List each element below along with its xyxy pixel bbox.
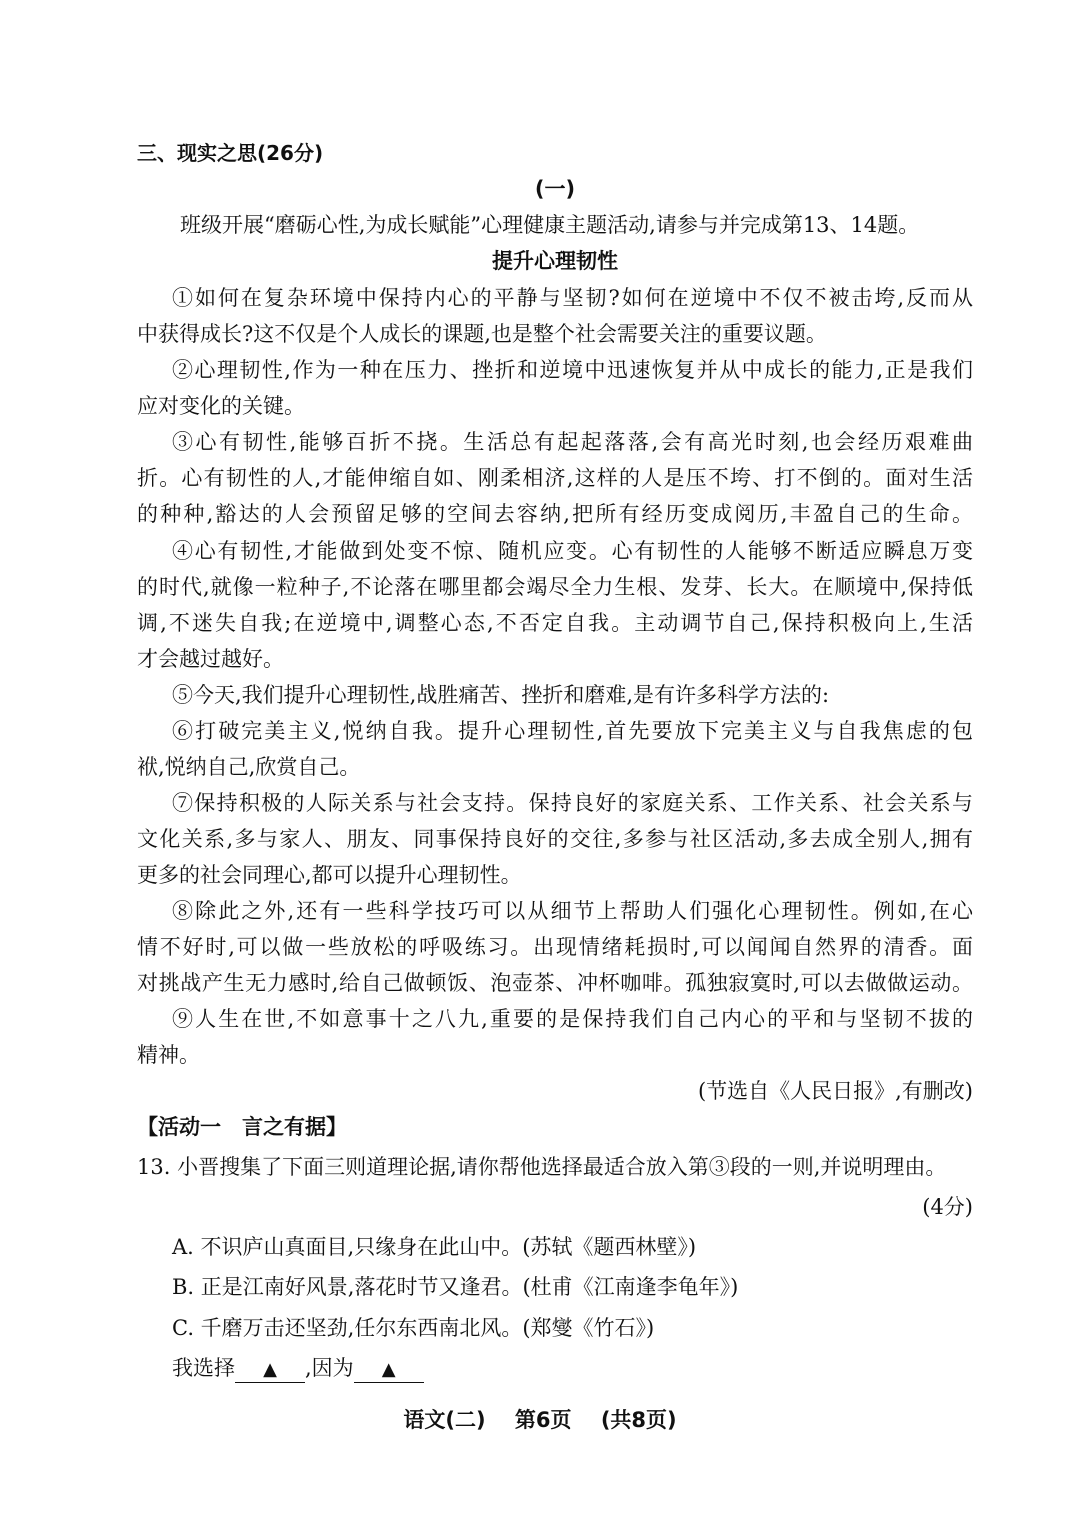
article-line: 对挑战产生无力感时,给自己做顿饭、泡壶茶、冲杯咖啡。孤独寂寞时,可以去做做运动。	[137, 971, 973, 995]
answer-prefix: 我选择	[172, 1356, 235, 1380]
article-line: ⑤今天,我们提升心理韧性,战胜痛苦、挫折和磨难,是有许多科学方法的:	[172, 683, 830, 707]
article-line: 中获得成长?这不仅是个人成长的课题,也是整个社会需要关注的重要议题。	[137, 322, 827, 346]
article-line: ①如何在复杂环境中保持内心的平静与坚韧?如何在逆境中不仅不被击垮,反而从	[172, 286, 973, 310]
article-line: 袱,悦纳自己,欣赏自己。	[137, 755, 361, 779]
article-line: 情不好时,可以做一些放松的呼吸练习。出现情绪耗损时,可以闻闻自然界的清香。面	[137, 935, 973, 959]
answer-blank-reason[interactable]: ▲	[354, 1358, 424, 1383]
article-line: 的时代,就像一粒种子,不论落在哪里都会竭尽全力生根、发芽、长大。在顺境中,保持低	[137, 575, 973, 599]
activity-title: 【活动一 言之有据】	[137, 1115, 347, 1139]
article-line: ⑥打破完美主义,悦纳自我。提升心理韧性,首先要放下完美主义与自我焦虑的包	[172, 719, 973, 743]
article-line: 应对变化的关键。	[137, 394, 305, 418]
article-line: 精神。	[137, 1043, 200, 1067]
footer-subject: 语文(二)	[403, 1408, 486, 1432]
footer-total: (共8页)	[600, 1408, 677, 1432]
answer-mid: ,因为	[305, 1356, 354, 1380]
article-line: 才会越过越好。	[137, 647, 284, 671]
option-a: A. 不识庐山真面目,只缘身在此山中。(苏轼《题西林壁》)	[172, 1235, 697, 1259]
article-line: 的种种,豁达的人会预留足够的空间去容纳,把所有经历变成阅历,丰盈自己的生命。	[137, 502, 973, 526]
article-line: ②心理韧性,作为一种在压力、挫折和逆境中迅速恢复并从中成长的能力,正是我们	[172, 358, 973, 382]
article-line: ④心有韧性,才能做到处变不惊、随机应变。心有韧性的人能够不断适应瞬息万变	[172, 539, 973, 563]
article-line: 折。心有韧性的人,才能伸缩自如、刚柔相济,这样的人是压不垮、打不倒的。面对生活	[137, 466, 973, 490]
article-source: (节选自《人民日报》,有删改)	[697, 1079, 973, 1103]
question-score: (4分)	[922, 1195, 973, 1219]
question-text: 13. 小晋搜集了下面三则道理论据,请你帮他选择最适合放入第③段的一则,并说明理由。	[137, 1155, 947, 1179]
page-footer	[0, 1404, 1080, 1434]
footer-page: 第6页	[514, 1408, 572, 1432]
option-b: B. 正是江南好风景,落花时节又逢君。(杜甫《江南逢李龟年》)	[172, 1275, 739, 1299]
article-title: 提升心理韧性	[492, 249, 618, 273]
article-line: ③心有韧性,能够百折不挠。生活总有起起落落,会有高光时刻,也会经历艰难曲	[172, 430, 973, 454]
article-line: ⑨人生在世,不如意事十之八九,重要的是保持我们自己内心的平和与坚韧不拔的	[172, 1007, 973, 1031]
article-line: ⑧除此之外,还有一些科学技巧可以从细节上帮助人们强化心理韧性。例如,在心	[172, 899, 973, 923]
answer-line	[172, 1353, 932, 1383]
option-c: C. 千磨万击还坚劲,任尔东西南北风。(郑燮《竹石》)	[172, 1316, 655, 1340]
section-title: 三、现实之思(26分)	[137, 141, 324, 165]
article-line: 文化关系,多与家人、朋友、同事保持良好的交往,多参与社区活动,多去成全别人,拥有	[137, 827, 973, 851]
activity-intro: 班级开展“磨砺心性,为成长赋能”心理健康主题活动,请参与并完成第13、14题。	[180, 213, 920, 237]
article-line: 调,不迷失自我;在逆境中,调整心态,不否定自我。主动调节自己,保持积极向上,生活	[137, 611, 973, 635]
part-number: (一)	[534, 177, 576, 201]
answer-blank-choice[interactable]: ▲	[235, 1358, 305, 1383]
article-line: ⑦保持积极的人际关系与社会支持。保持良好的家庭关系、工作关系、社会关系与	[172, 791, 973, 815]
article-line: 更多的社会同理心,都可以提升心理韧性。	[137, 863, 522, 887]
